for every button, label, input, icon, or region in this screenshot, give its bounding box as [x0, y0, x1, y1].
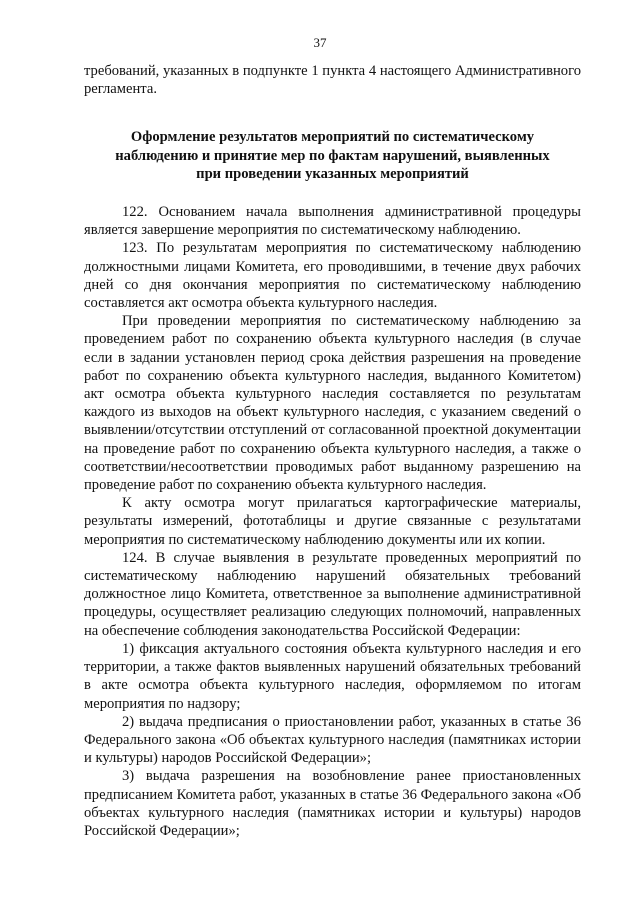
- paragraph-122: 122. Основанием начала выполнения административной процедуры является завершение мероприятия по систематическому наблюдению.: [84, 204, 581, 239]
- page-number: 37: [313, 35, 327, 50]
- intro-paragraph: требований, указанных в подпункте 1 пункта 4 настоящего Административного регламента.: [84, 63, 581, 98]
- section-heading-line-3: при проведении указанных мероприятий: [196, 165, 469, 182]
- section-heading-line-1: Оформление результатов мероприятий по систематическому: [130, 129, 535, 146]
- document-body: [84, 62, 581, 840]
- section-heading: [84, 128, 581, 183]
- section-heading-line-2: наблюдению и принятие мер по фактам нарушений, выявленных: [115, 147, 550, 164]
- paragraph-123: 123. По результатам мероприятия по систематическому наблюдению должностными лицами Комитета, его проводившими, в течение двух рабочих дней со дня окончания мероприятия по систематическому наблюдению составляется акт осмотра объекта культурного наследия.: [84, 240, 581, 312]
- list-item-1: 1) фиксация актуального состояния объекта культурного наследия и его территории, а также фактов выявленных нарушений обязательных требований в акте осмотра объекта культурного наследия, оформляемом по итогам мероприятия по надзору;: [84, 640, 581, 712]
- paragraph-124: 124. В случае выявления в результате проведенных мероприятий по систематическому наблюдению нарушений обязательных требований должностное лицо Комитета, ответственное за выполнение административной процедуры, осуществляет реализацию следующих полномочий, направленных на обеспечение соблюдения законодательства Российской Федерации:: [84, 549, 581, 639]
- paragraph-inspection-act: При проведении мероприятия по систематическому наблюдению за проведением работ по сохранению объекта культурного наследия (в случае если в задании установлен период срока действия разрешения на проведение работ по сохранению объекта культурного наследия, выданного Комитетом) акт осмотра объекта культурного наследия составляется по результатам каждого из выходов на объект культурного наследия, с указанием сведений о выявлении/отсутствии отступлений от согласованной проектной документации на проведение работ по сохранению объекта культурного наследия, а также о соответствии/несоответствии проводимых работ выданному разрешению на проведение работ по сохранению объекта культурного наследия.: [84, 313, 581, 494]
- list-item-3: 3) выдача разрешения на возобновление ранее приостановленных предписанием Комитета работ, указанных в статье 36 Федерального закона «Об объектах культурного наследия (памятниках истории и культуры) народов Российской Федерации»;: [84, 768, 581, 839]
- list-item-2: 2) выдача предписания о приостановлении работ, указанных в статье 36 Федерального закона «Об объектах культурного наследия (памятниках истории и культуры) народов Российской Федерации»;: [84, 713, 581, 767]
- paragraph-attachments: К акту осмотра могут прилагаться картографические материалы, результаты измерений, фототаблицы и другие связанные с результатами мероприятия по систематическому наблюдению документы или их копии.: [84, 495, 581, 548]
